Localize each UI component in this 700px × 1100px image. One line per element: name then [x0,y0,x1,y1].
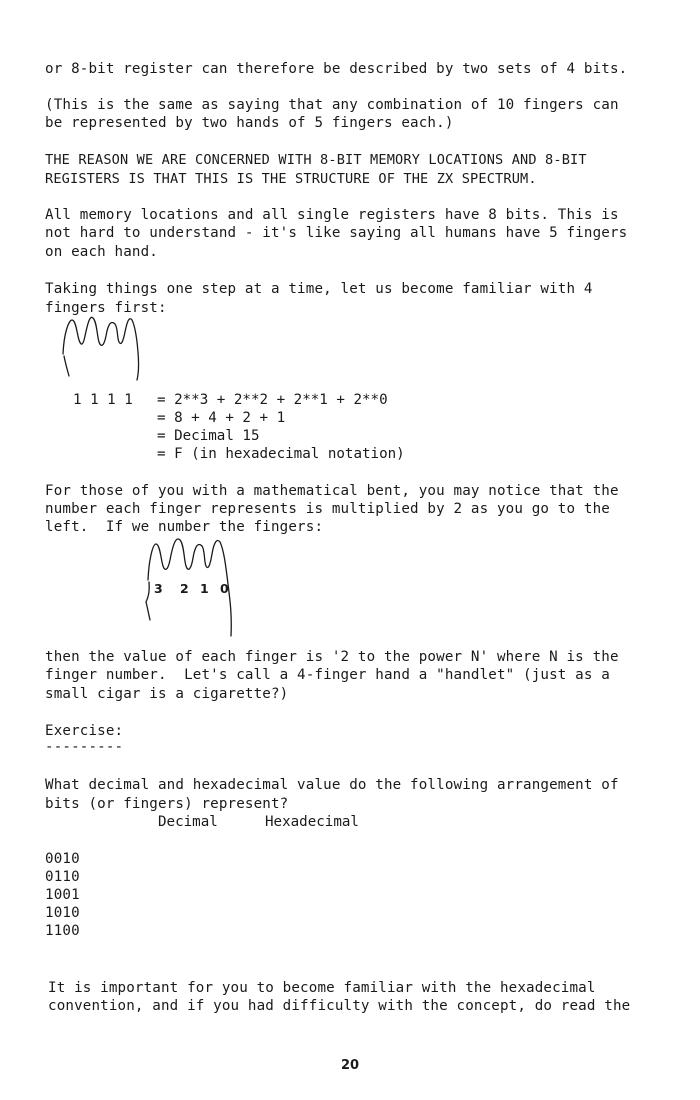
exercise-row: 0110 [45,869,80,885]
column-header-hexadecimal: Hexadecimal [265,814,359,830]
finger-number: 2 [180,581,189,596]
text-line: fingers first: [45,300,167,316]
text-line-caps: THE REASON WE ARE CONCERNED WITH 8-BIT MEMORY LOCATIONS AND 8-BIT [45,152,587,168]
text-line: It is important for you to become familiar with the hexadecimal [48,980,596,996]
column-header-decimal: Decimal [158,814,218,830]
finger-number: 1 [200,581,209,596]
binary-value: 1 1 1 1 [73,392,133,408]
text-line: then the value of each finger is '2 to the power N' where N is the [45,649,619,665]
text-line: be represented by two hands of 5 fingers each.) [45,115,454,131]
exercise-title: Exercise: [45,723,124,739]
text-line: on each hand. [45,244,158,260]
text-line: All memory locations and all single registers have 8 bits. This is [45,207,619,223]
page-number: 20 [340,1058,360,1073]
exercise-row: 1001 [45,887,80,903]
finger-number: 3 [154,581,163,596]
text-line: Taking things one step at a time, let us become familiar with 4 [45,281,593,297]
hand-illustration [55,312,155,387]
text-line: What decimal and hexadecimal value do the following arrangement of [45,777,619,793]
exercise-row: 0010 [45,851,80,867]
text-line: left. If we number the fingers: [45,519,324,535]
text-line: bits (or fingers) represent? [45,796,289,812]
text-line-caps: REGISTERS IS THAT THIS IS THE STRUCTURE OF THE ZX SPECTRUM. [45,171,537,187]
text-line: number each finger represents is multiplied by 2 as you go to the [45,501,610,517]
finger-number: 0 [220,581,229,596]
equation-line: = 8 + 4 + 2 + 1 [157,410,286,426]
exercise-row: 1100 [45,923,80,939]
text-line: For those of you with a mathematical bent, you may notice that the [45,483,619,499]
text-line: or 8-bit register can therefore be described by two sets of 4 bits. [45,61,628,77]
text-line: (This is the same as saying that any combination of 10 fingers can [45,97,619,113]
text-line: not hard to understand - it's like saying all humans have 5 fingers [45,225,628,241]
text-line: convention, and if you had difficulty with the concept, do read the [48,998,631,1014]
equation-line: = 2**3 + 2**2 + 2**1 + 2**0 [157,392,388,408]
equation-line: = F (in hexadecimal notation) [157,446,405,462]
equation-line: = Decimal 15 [157,428,260,444]
exercise-underline: --------- [45,739,124,755]
text-line: finger number. Let's call a 4-finger hand a "handlet" (just as a [45,667,610,683]
text-line: small cigar is a cigarette?) [45,686,289,702]
exercise-row: 1010 [45,905,80,921]
